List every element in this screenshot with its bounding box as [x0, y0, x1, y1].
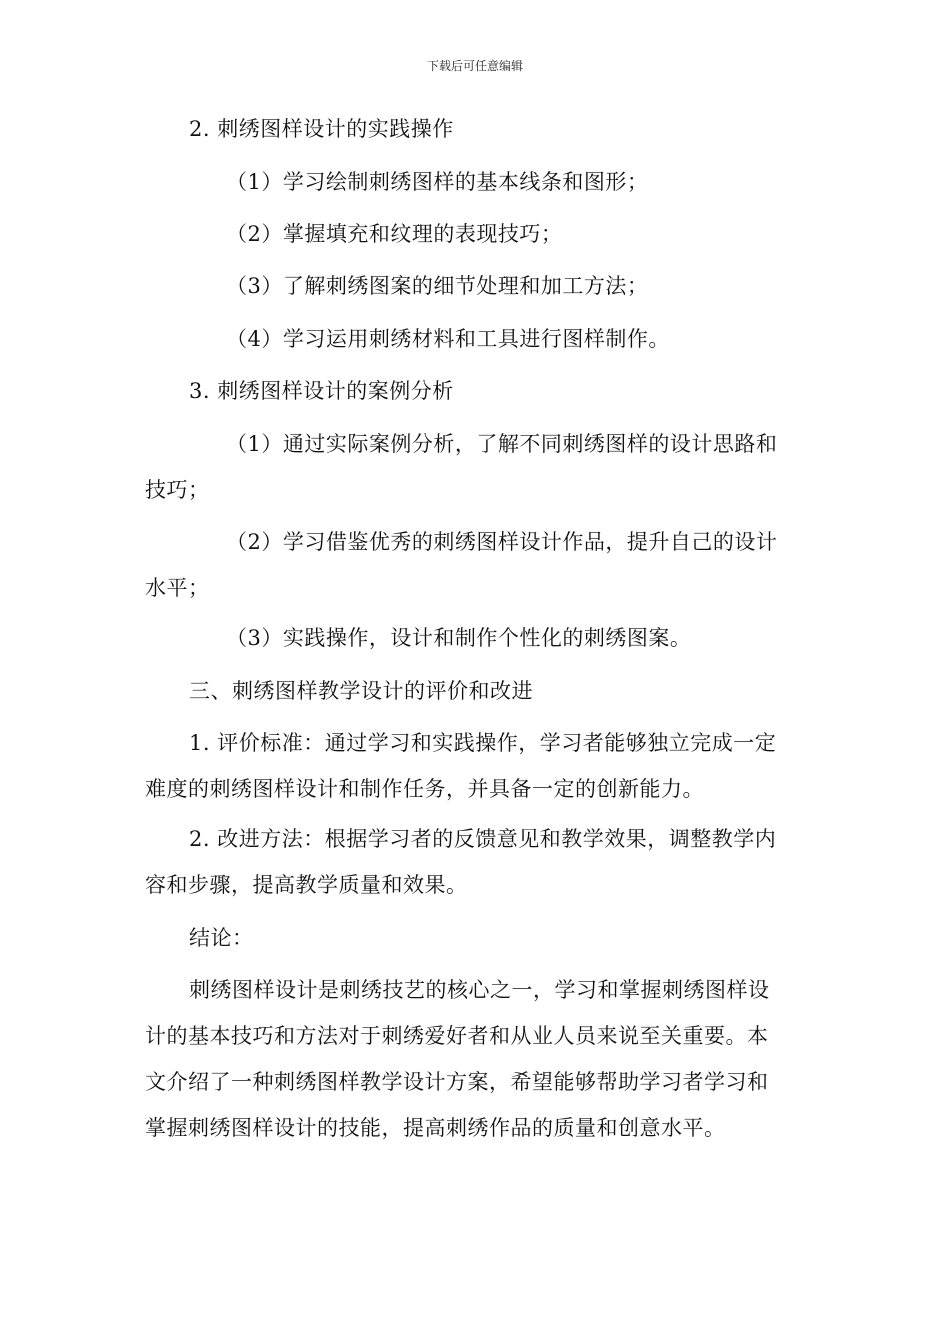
list-item: （4）学习运用刺绣材料和工具进行图样制作。 [226, 327, 670, 351]
list-item: （1）通过实际案例分析，了解不同刺绣图样的设计思路和 [226, 432, 778, 456]
list-item: （3）了解刺绣图案的细节处理和加工方法； [226, 274, 649, 298]
section-heading-practice: 2. 刺绣图样设计的实践操作 [189, 117, 454, 141]
paragraph-line: 难度的刺绣图样设计和制作任务，并具备一定的创新能力。 [145, 777, 704, 801]
paragraph-line: 1. 评价标准：通过学习和实践操作，学习者能够独立完成一定 [189, 731, 777, 755]
list-item-continuation: 水平； [145, 576, 210, 600]
paragraph-line: 刺绣图样设计是刺绣技艺的核心之一，学习和掌握刺绣图样设 [189, 978, 770, 1002]
section-heading-evaluation: 三、刺绣图样教学设计的评价和改进 [189, 679, 533, 703]
conclusion-heading: 结论： [189, 926, 254, 950]
list-item: （2）掌握填充和纹理的表现技巧； [226, 222, 563, 246]
page-header: 下载后可任意编辑 [426, 59, 523, 73]
paragraph-line: 掌握刺绣图样设计的技能，提高刺绣作品的质量和创意水平。 [145, 1116, 726, 1140]
paragraph-line: 计的基本技巧和方法对于刺绣爱好者和从业人员来说至关重要。本 [145, 1024, 769, 1048]
list-item: （2）学习借鉴优秀的刺绣图样设计作品，提升自己的设计 [226, 530, 778, 554]
list-item: （3）实践操作，设计和制作个性化的刺绣图案。 [226, 626, 692, 650]
paragraph-line: 容和步骤，提高教学质量和效果。 [145, 873, 468, 897]
paragraph-line: 2. 改进方法：根据学习者的反馈意见和教学效果，调整教学内 [189, 827, 777, 851]
list-item: （1）学习绘制刺绣图样的基本线条和图形； [226, 170, 649, 194]
list-item-continuation: 技巧； [145, 478, 210, 502]
section-heading-case: 3. 刺绣图样设计的案例分析 [189, 379, 454, 403]
paragraph-line: 文介绍了一种刺绣图样教学设计方案，希望能够帮助学习者学习和 [145, 1070, 769, 1094]
